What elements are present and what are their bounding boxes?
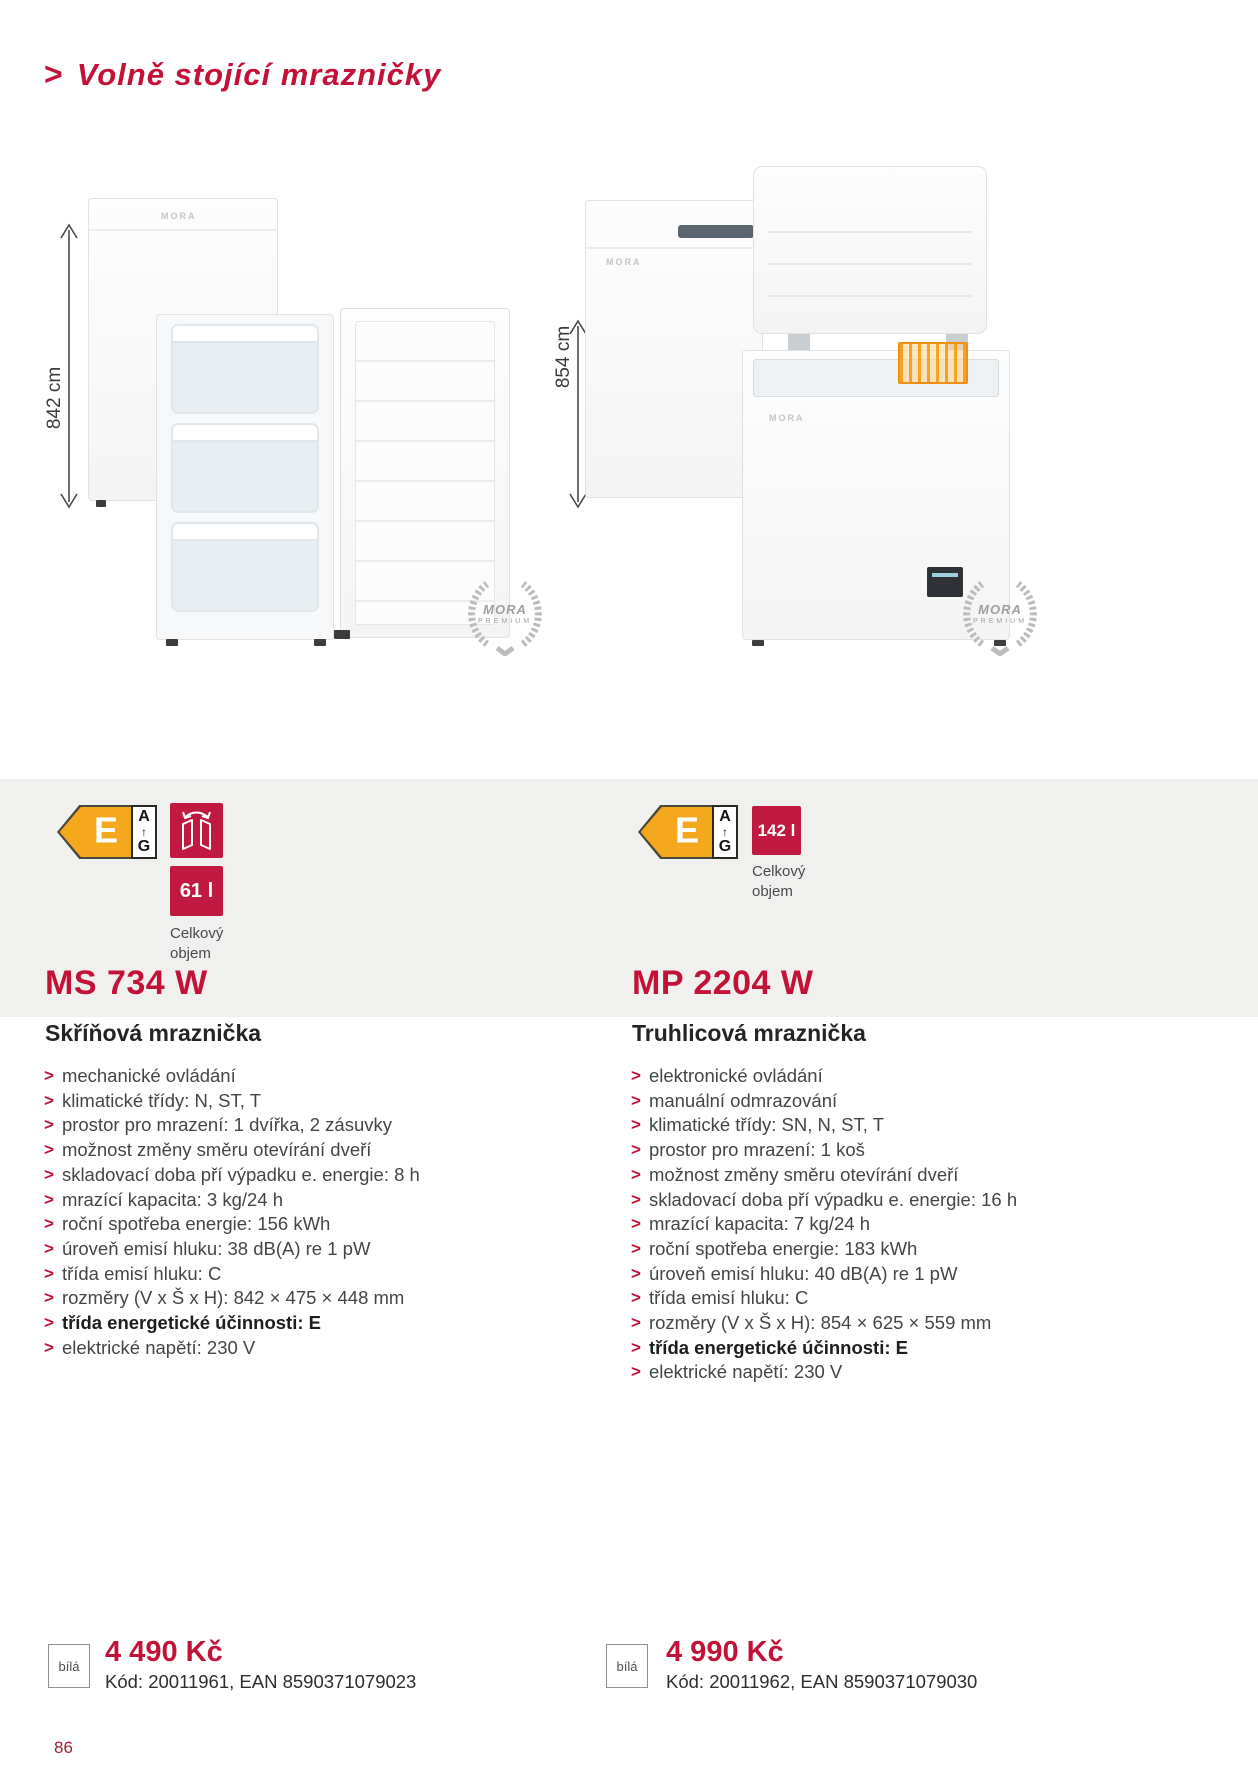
spec-item (44, 1262, 420, 1287)
spec-text: elektronické ovládání (648, 1065, 823, 1086)
height-label: 842 cm (44, 366, 65, 430)
spec-text: třída emisí hluku: C (648, 1287, 809, 1309)
spec-bullet: > (44, 1140, 54, 1160)
volume-badge: 61 l (170, 866, 223, 916)
lid-grooves (768, 201, 972, 297)
spec-item (44, 1113, 420, 1138)
spec-bullet: > (44, 1066, 54, 1085)
color-swatch-box: bílá (48, 1644, 90, 1688)
product-type: Skříňová mraznička (45, 1020, 262, 1046)
brand-logo: MORA (769, 413, 805, 423)
spec-bullet: > (631, 1313, 641, 1333)
spec-item (631, 1064, 1017, 1089)
spec-bullet: > (631, 1238, 641, 1258)
spec-item (631, 1262, 1017, 1287)
product-model: MP 2204 W (632, 964, 814, 1002)
spec-item (44, 1286, 420, 1311)
premium-badge (463, 572, 547, 656)
door-seam (89, 229, 277, 231)
lid-seam (586, 247, 762, 249)
volume-caption-line1: Celkový (170, 925, 224, 942)
product-code: Kód: 20011962, EAN 8590371079030 (666, 1671, 978, 1692)
freezer-drawer (171, 324, 319, 414)
spec-bullet: > (44, 1337, 54, 1357)
spec-text: skladovací doba pří výpadku e. energie: 8 h (61, 1163, 420, 1185)
spec-text: manuální odmrazování (648, 1089, 838, 1111)
spec-bullet: > (631, 1362, 641, 1382)
freezer-foot (166, 639, 178, 646)
premium-badge-brand: MORA (978, 602, 1022, 617)
premium-badge-brand: MORA (483, 602, 527, 617)
scale-bottom-letter: G (137, 838, 151, 855)
spec-text: rozměry (V x Š x H): 854 × 625 × 559 mm (648, 1312, 992, 1334)
spec-item (44, 1336, 420, 1361)
scale-top-letter: A (719, 808, 731, 825)
spec-item (631, 1286, 1017, 1311)
spec-item (44, 1089, 420, 1114)
door-reversal-badge (170, 803, 223, 858)
spec-bullet: > (631, 1164, 641, 1184)
energy-class-letter: E (93, 809, 118, 851)
energy-class-arrow (57, 805, 131, 859)
spec-bullet: > (44, 1288, 54, 1308)
spec-bullet: > (631, 1189, 641, 1209)
spec-item (44, 1163, 420, 1188)
spec-item (44, 1212, 420, 1237)
chest-freezer-closed (585, 200, 763, 498)
spec-text: úroveň emisí hluku: 40 dB(A) re 1 pW (648, 1262, 958, 1284)
spec-text: rozměry (V x Š x H): 842 × 475 × 448 mm (61, 1287, 405, 1309)
spec-bullet: > (631, 1115, 641, 1135)
upright-freezer-open (156, 314, 334, 640)
volume-caption-line2: objem (752, 883, 793, 900)
spec-item (631, 1138, 1017, 1163)
section-title-text: Volně stojící mrazničky (76, 57, 442, 92)
spec-bullet: > (631, 1214, 641, 1234)
spec-item (631, 1113, 1017, 1138)
spec-item (631, 1188, 1017, 1213)
freezer-foot (96, 500, 106, 507)
spec-item (44, 1138, 420, 1163)
spec-text: mrazící kapacita: 7 kg/24 h (648, 1213, 871, 1235)
spec-text: třída emisí hluku: C (61, 1262, 222, 1284)
spec-bullet: > (44, 1090, 54, 1110)
chevron-icon: > (44, 56, 63, 92)
spec-item (631, 1237, 1017, 1262)
spec-bullet: > (44, 1238, 54, 1258)
freezer-foot (314, 639, 326, 646)
spec-list-right (631, 1064, 1017, 1385)
color-swatch-box: bílá (606, 1644, 648, 1688)
spec-text: úroveň emisí hluku: 38 dB(A) re 1 pW (61, 1237, 371, 1259)
spec-text: skladovací doba pří výpadku e. energie: 16 h (648, 1188, 1018, 1210)
height-label: 854 cm (553, 325, 574, 389)
energy-scale-box (712, 805, 738, 859)
spec-text: elektrické napětí: 230 V (648, 1361, 843, 1383)
spec-text: možnost změny směru otevírání dveří (648, 1163, 959, 1185)
scale-bottom-letter: G (718, 838, 732, 855)
spec-text: prostor pro mrazení: 1 koš (648, 1139, 865, 1161)
spec-item (631, 1360, 1017, 1385)
product-price: 4 490 Kč (105, 1636, 223, 1668)
spec-bullet: > (631, 1090, 641, 1110)
scale-top-letter: A (138, 808, 150, 825)
volume-caption-line1: Celkový (752, 863, 806, 880)
spec-item (44, 1237, 420, 1262)
spec-bullet: > (631, 1140, 641, 1160)
spec-bullet: > (44, 1115, 54, 1135)
spec-text: mrazící kapacita: 3 kg/24 h (61, 1188, 284, 1210)
arrow-up-icon: ↑ (722, 825, 728, 839)
page-title (44, 56, 441, 93)
spec-item (631, 1311, 1017, 1336)
spec-bullet: > (44, 1313, 54, 1333)
volume-badge: 142 l (752, 806, 801, 855)
volume-caption (752, 862, 805, 902)
spec-text: elektrické napětí: 230 V (61, 1336, 256, 1358)
volume-caption (170, 924, 223, 964)
spec-list-left (44, 1064, 420, 1360)
spec-item (631, 1089, 1017, 1114)
door-hinge (334, 630, 350, 639)
lid-hinge (788, 334, 810, 350)
premium-badge-label: PREMIUM (477, 618, 533, 625)
brand-logo: MORA (161, 211, 197, 221)
spec-bullet: > (44, 1164, 54, 1184)
spec-text: mechanické ovládání (61, 1065, 236, 1086)
spec-bullet: > (44, 1189, 54, 1209)
spec-text: klimatické třídy: N, ST, T (61, 1089, 262, 1111)
product-code: Kód: 20011961, EAN 8590371079023 (105, 1671, 417, 1692)
spec-bullet: > (44, 1263, 54, 1283)
spec-item (44, 1311, 420, 1336)
spec-item (44, 1064, 420, 1089)
energy-label-left (57, 805, 157, 859)
premium-badge (958, 572, 1042, 656)
spec-bullet: > (631, 1066, 641, 1085)
spec-text: třída energetické účinnosti: E (648, 1336, 909, 1358)
energy-class-letter: E (674, 809, 699, 851)
freezer-drawer (171, 423, 319, 513)
product-price: 4 990 Kč (666, 1636, 784, 1668)
energy-scale-box (131, 805, 157, 859)
spec-text: roční spotřeba energie: 156 kWh (61, 1213, 331, 1235)
freezer-foot (752, 640, 764, 646)
energy-class-arrow (638, 805, 712, 859)
door-reversal-icon (170, 803, 223, 858)
freezer-basket (898, 342, 968, 384)
lid-handle (678, 225, 754, 238)
spec-text: roční spotřeba energie: 183 kWh (648, 1237, 918, 1259)
volume-caption-line2: objem (170, 945, 211, 962)
spec-text: možnost změny směru otevírání dveří (61, 1139, 372, 1161)
energy-label-right (638, 805, 738, 859)
spec-item (631, 1163, 1017, 1188)
spec-text: prostor pro mrazení: 1 dvířka, 2 zásuvky (61, 1114, 392, 1136)
spec-bullet: > (631, 1337, 641, 1357)
chest-freezer-lid-open (753, 166, 987, 334)
spec-item (631, 1212, 1017, 1237)
product-type: Truhlicová mraznička (632, 1020, 866, 1046)
spec-item (631, 1336, 1017, 1361)
premium-badge-label: PREMIUM (972, 618, 1028, 625)
arrow-up-icon: ↑ (141, 825, 147, 839)
spec-bullet: > (44, 1214, 54, 1234)
spec-text: klimatické třídy: SN, N, ST, T (648, 1114, 884, 1136)
spec-text: třída energetické účinnosti: E (61, 1312, 322, 1334)
spec-bullet: > (631, 1288, 641, 1308)
product-model: MS 734 W (45, 964, 208, 1002)
spec-bullet: > (631, 1263, 641, 1283)
spec-item (44, 1188, 420, 1213)
freezer-drawer (171, 522, 319, 612)
page-number: 86 (54, 1738, 73, 1757)
brand-logo: MORA (606, 257, 642, 267)
